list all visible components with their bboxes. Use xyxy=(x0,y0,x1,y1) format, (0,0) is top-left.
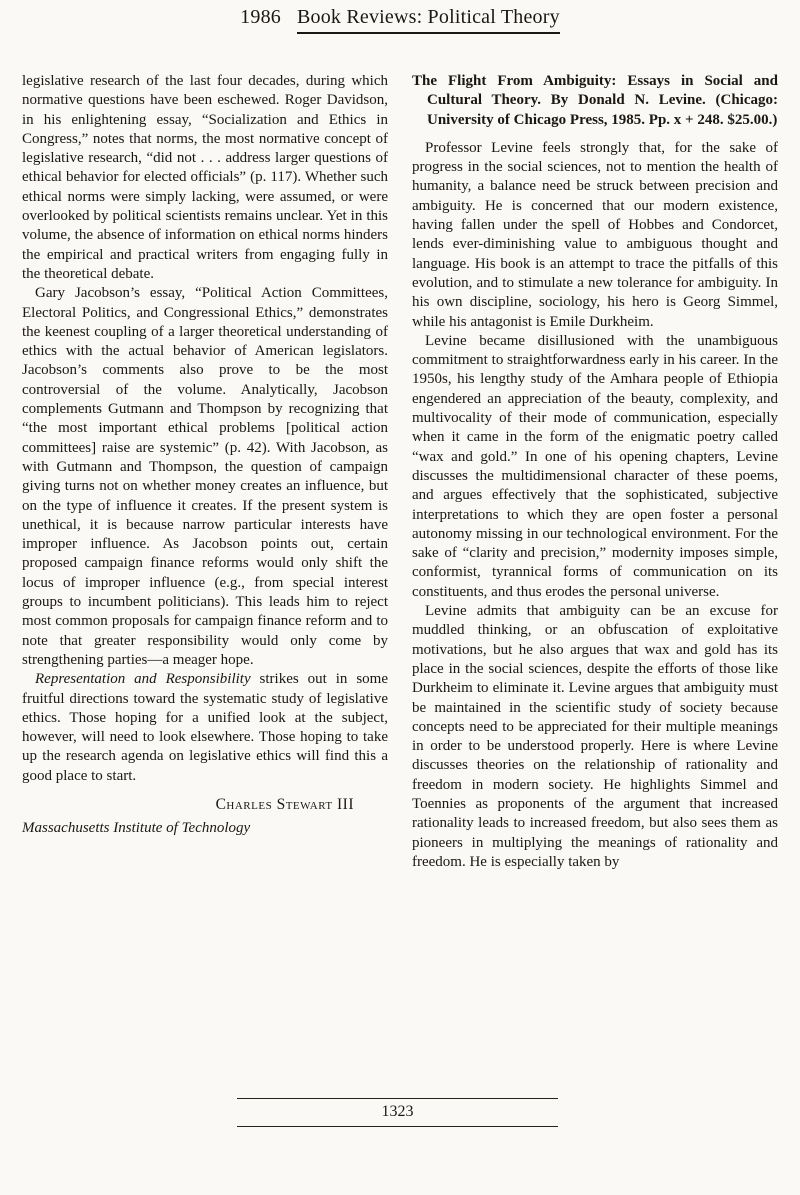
paragraph: Professor Levine feels strongly that, for the sake of progress in the social sciences, not to mention the health of humanity, a balance need be struck between precision and ambiguity. He is concerned that our modern existence, having fallen under the spell of Hobbes and Condorcet, lends ever-diminishing value to ambiguous thought and language. His book is an attempt to trace the pitfalls of this evolution, and to stimulate a new tolerance for ambiguity. In his own discipline, sociology, his hero is Georg Simmel, while his antagonist is Emile Durkheim. xyxy=(412,139,778,330)
reviewer-name: Charles Stewart III xyxy=(215,795,354,813)
left-column xyxy=(22,72,388,872)
closing-paragraph xyxy=(22,670,388,786)
header-title: Book Reviews: Political Theory xyxy=(297,6,560,34)
header-year: 1986 xyxy=(240,6,281,28)
two-column-body xyxy=(22,72,778,872)
paragraph-continuation: legislative research of the last four decades, during which normative questions have been eschewed. Roger Davidson, in his enlightening essay, “Socialization and Ethics in Congress,” notes that norms, the most normative concept of legislative research, “did not . . . address larger questions of ethical behavior for elected officials” (p. 117). Whether such ethical norms were simply lacking, were assumed, or were overlooked by political scientists remains unclear. Yet in this volume, the absence of information on ethical norms hinders the empirical and practical writers from engaging fully in the theoretical debate. xyxy=(22,73,388,282)
reviewer-affiliation: Massachusetts Institute of Technology xyxy=(22,820,251,837)
paragraph: Levine admits that ambiguity can be an excuse for muddled thinking, or an obfuscation of exploitative motivations, but he also argues that wax and gold has its place in the social sciences, despite the efforts of those like Durkheim to eliminate it. Levine argues that ambiguity must be maintained in the scientific study of society because concepts need to be appreciated for their multiple meanings in order to be understood properly. Here is where Levine discusses theories on the relationship of rationality and freedom in modern society. He highlights Simmel and Toennies as proponents of the argument that increased rationality leads to increased freedom, but also sees them as pioneers in multiplying the meanings of rationality and freedom. He is especially taken by xyxy=(412,603,778,870)
closing-paragraph-text: strikes out in some fruitful directions toward the systematic study of legislative ethics. Those hoping for a unified look at the subject, however, will need to look elsewhere. Those hoping to take up the research agenda on legislative ethics will find this a good place to start. xyxy=(22,671,388,784)
paragraph: Levine became disillusioned with the unambiguous commitment to straightforwardness early in his career. In the 1950s, his lengthy study of the Amhara people of Ethiopia engendered an appreciation of the beauty, complexity, and multivocality of their mode of communication, especially when it came in the form of the enigmatic poetry called “wax and gold.” In one of his opening chapters, Levine discusses the multidimensional character of these poems, and argues effectively that the sophisticated, subjective interpretations to which they are open foster a personal autonomy missing in our technological environment. For the sake of “clarity and precision,” modernity imposes simple, conformist, tyrannical forms of communication on its constituents, and thus erodes the personal universe. xyxy=(412,332,778,600)
reviewed-book-title-italic: Representation and Responsibility xyxy=(35,671,251,688)
page-number: 1323 xyxy=(381,1103,414,1120)
book-review-heading xyxy=(412,72,778,130)
page-header xyxy=(0,6,800,34)
paragraph: Gary Jacobson’s essay, “Political Action Committees, Electoral Politics, and Congressional Ethics,” demonstrates the keenest coupling of a larger theoretical understanding of ethics with the actual behavior of American legislators. Jacobson’s comments also prove to be the most controversial of the volume. Analytically, Jacobson complements Gutmann and Thompson by recognizing that “the most important ethical problems [political action committees] raise are systemic” (p. 42). With Jacobson, as with Gutmann and Thompson, the question of campaign giving turns not on whether money creates an influence, but on the type of influence it creates. If the present system is unethical, it is because narrow particular interests have improper influence. As Jacobson points out, certain proposed campaign finance reforms would only shift the locus of improper influence (e.g., from special interest groups to incumbent politicians). This leads him to reject most common proposals for campaign finance reform and to note that greater responsibility would only come by strengthening parties—a meager hope. xyxy=(22,285,388,668)
right-column xyxy=(412,72,778,872)
page-footer xyxy=(0,1098,800,1127)
book-title: The Flight From Ambiguity: Essays in Social and Cultural Theory. xyxy=(412,73,778,109)
footer-block xyxy=(237,1098,558,1127)
footer-rule-bottom xyxy=(237,1126,558,1127)
book-citation: By Donald N. Levine. (Chicago: University of Chicago Press, 1985. Pp. x + 248. $25.00.) xyxy=(427,92,778,128)
